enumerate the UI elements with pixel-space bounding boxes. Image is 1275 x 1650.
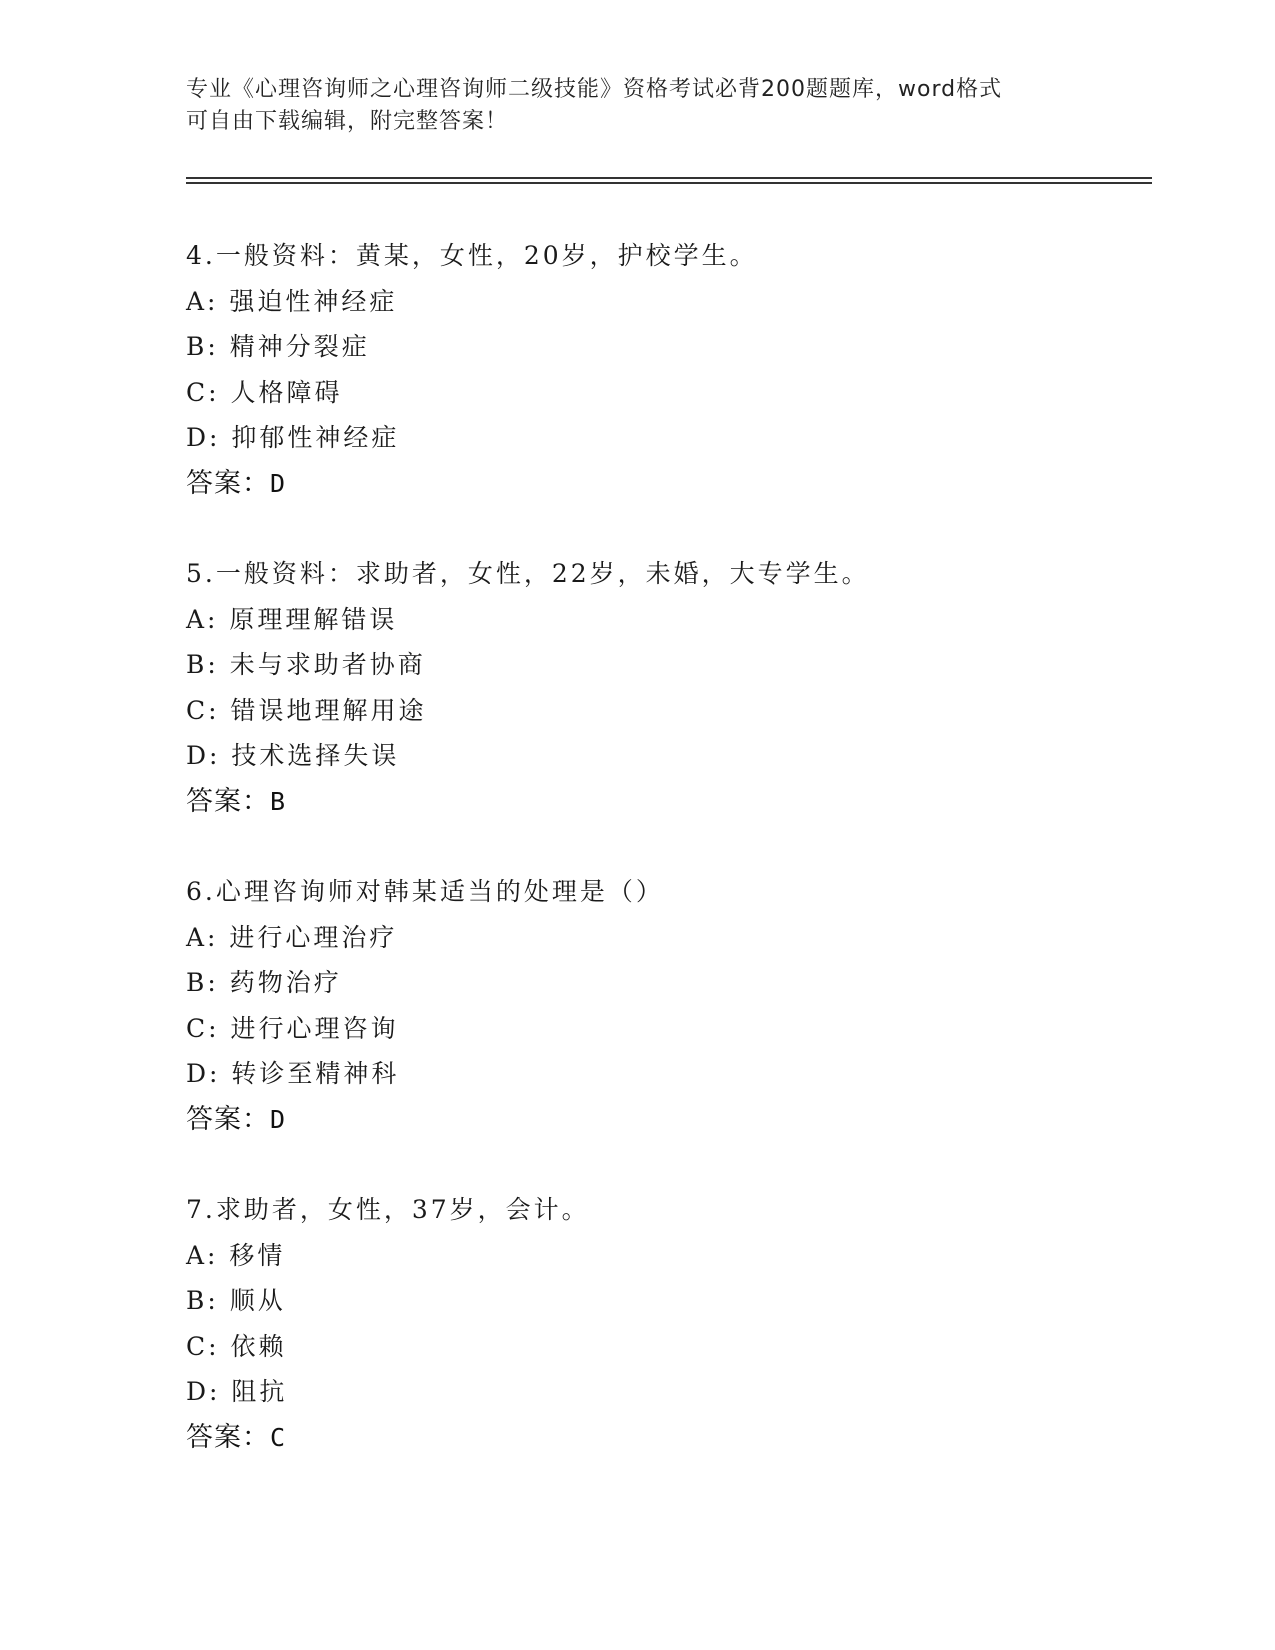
option-c: C: 错误地理解用途 [186,695,427,725]
option-a: A: 原理理解错误 [186,604,398,634]
answer-value: B [270,786,287,816]
option-a: A: 强迫性神经症 [186,286,398,316]
option-c: C: 人格障碍 [186,377,343,407]
question-stem: 7.求助者，女性，37岁，会计。 [186,1195,590,1224]
option-b: B: 药物治疗 [186,968,342,997]
option-a: A: 移情 [186,1240,286,1270]
header-divider-top [186,177,1152,179]
answer-row [186,1415,1146,1461]
answer-value: D [270,468,287,498]
question-block [186,869,1146,1142]
option-a: A: 进行心理治疗 [186,922,398,952]
question-block [186,551,1146,824]
question-stem: 6.心理咨询师对韩某适当的处理是（） [186,877,664,906]
option-c: C: 进行心理咨询 [186,1013,399,1043]
answer-value: D [270,1104,287,1134]
answer-value: C [270,1422,287,1452]
answer-label: 答案： [186,467,270,499]
question-block [186,1187,1146,1460]
option-b: B: 未与求助者协商 [186,650,426,679]
question-stem: 5.一般资料：求助者，女性，22岁，未婚，大专学生。 [186,559,870,588]
answer-label: 答案： [186,785,270,817]
option-b: B: 顺从 [186,1286,286,1315]
option-c: C: 依赖 [186,1331,287,1361]
answer-label: 答案： [186,1103,270,1135]
header-line-2: 可自由下载编辑，附完整答案！ [186,109,509,134]
option-d: D: 技术选择失误 [186,741,400,770]
question-stem: 4.一般资料：黄某，女性，20岁，护校学生。 [186,241,758,270]
answer-row [186,461,1146,507]
header-line-1: 专业《心理咨询师之心理咨询师二级技能》资格考试必背200题题库，word格式 [186,77,1003,102]
answer-label: 答案： [186,1421,270,1453]
option-b: B: 精神分裂症 [186,332,370,361]
option-d: D: 阻抗 [186,1377,288,1406]
question-block [186,233,1146,506]
option-d: D: 抑郁性神经症 [186,423,400,452]
document-header [186,74,1066,138]
answer-row [186,779,1146,825]
header-divider-bottom [186,182,1152,184]
option-d: D: 转诊至精神科 [186,1059,400,1088]
answer-row [186,1097,1146,1143]
